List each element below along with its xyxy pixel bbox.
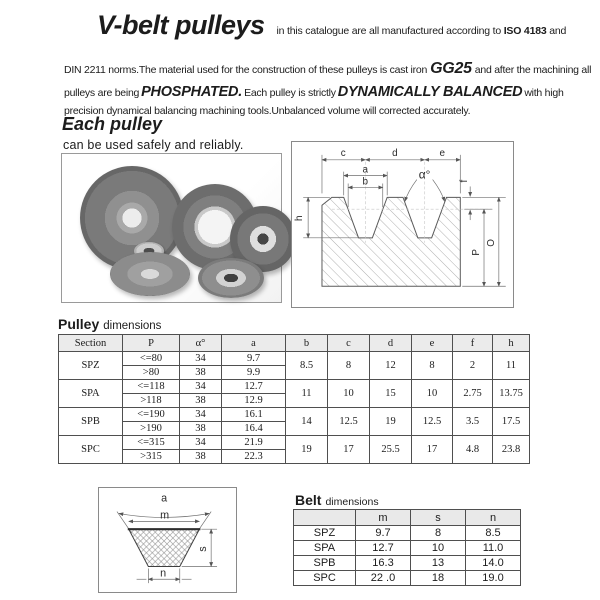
cell: 10 — [411, 541, 466, 556]
intro-post: and — [546, 25, 567, 37]
phosphated-text: PHOSPHATED. — [141, 84, 243, 100]
label-d: d — [392, 147, 398, 159]
section-spb: SPB — [59, 408, 123, 436]
col-d: d — [370, 335, 412, 352]
pulley-dimensions-title — [58, 316, 161, 332]
cell: 3.5 — [453, 408, 493, 436]
label-alpha: α° — [418, 167, 431, 182]
label-a: a — [362, 164, 368, 176]
para2-mid: Each pulley is strictly — [244, 87, 336, 99]
cell: 17 — [412, 436, 453, 464]
header — [97, 10, 566, 41]
col-section: Section — [59, 335, 123, 352]
cell: SPC — [294, 571, 356, 586]
section-spa: SPA — [59, 380, 123, 408]
cell: 12 — [370, 352, 412, 380]
cell: 10 — [412, 380, 453, 408]
cell: SPB — [294, 556, 356, 571]
each-pulley-subheading: can be used safely and reliably. — [63, 138, 244, 152]
label-e: e — [439, 147, 446, 159]
cell: 8.5 — [286, 352, 328, 380]
cell: 14.0 — [466, 556, 521, 571]
cell: 8.5 — [466, 526, 521, 541]
label-belt-a: a — [161, 492, 168, 505]
cell: 12.7 — [356, 541, 411, 556]
cell: >190 — [123, 422, 180, 436]
col-h: h — [493, 335, 530, 352]
cell: SPZ — [294, 526, 356, 541]
cell: 19.0 — [466, 571, 521, 586]
paragraph-line-3: precision dynamical balancing machining tools.Unbalanced volume will corrected accurately. — [64, 105, 471, 117]
table-row — [59, 436, 530, 450]
cell: 9.7 — [222, 352, 286, 366]
col-a: a — [222, 335, 286, 352]
para2-pre: pulleys are being — [64, 87, 140, 99]
cell: 34 — [180, 408, 222, 422]
cell: 22 .0 — [356, 571, 411, 586]
cell: 21.9 — [222, 436, 286, 450]
iso-standard: ISO 4183 — [503, 25, 547, 37]
cell: 11.0 — [466, 541, 521, 556]
pulley-profile — [322, 197, 460, 286]
cell: 38 — [180, 366, 222, 380]
cell: 8 — [412, 352, 453, 380]
col-P: P — [123, 335, 180, 352]
cell: 2.75 — [453, 380, 493, 408]
col-m: m — [356, 510, 411, 526]
cell: 8 — [328, 352, 370, 380]
cell: 23.8 — [493, 436, 530, 464]
belt-dimensions-title — [295, 492, 379, 508]
cell: 16.4 — [222, 422, 286, 436]
cell: 18 — [411, 571, 466, 586]
belt-cross-section — [129, 529, 200, 566]
cell: >315 — [123, 450, 180, 464]
groove-diagram — [292, 142, 513, 307]
cell: 9.7 — [356, 526, 411, 541]
belt-diagram-box — [98, 487, 237, 593]
cell: 15 — [370, 380, 412, 408]
cell: 38 — [180, 394, 222, 408]
pulley-photo-bottom-right — [198, 258, 264, 298]
paragraph-line-1 — [64, 60, 591, 78]
cell: 38 — [180, 422, 222, 436]
label-c: c — [340, 147, 346, 159]
label-belt-s: s — [197, 546, 210, 552]
belt-title-rest: dimensions — [325, 496, 379, 508]
cell: 19 — [370, 408, 412, 436]
col-b: b — [286, 335, 328, 352]
table-row — [59, 352, 530, 366]
cell: 11 — [286, 380, 328, 408]
cell: 34 — [180, 436, 222, 450]
cell: 19 — [286, 436, 328, 464]
cell: 12.7 — [222, 380, 286, 394]
table-row — [294, 526, 521, 541]
cell: 17.5 — [493, 408, 530, 436]
col-f: f — [453, 335, 493, 352]
col-s: s — [411, 510, 466, 526]
paragraph-line-2 — [64, 84, 564, 100]
pulley-title-bold: Pulley — [58, 316, 100, 332]
pulley-dimensions-table — [58, 334, 530, 464]
cell: 8 — [411, 526, 466, 541]
col-e: e — [412, 335, 453, 352]
cell: 25.5 — [370, 436, 412, 464]
cell: 17 — [328, 436, 370, 464]
cell: >80 — [123, 366, 180, 380]
col-c: c — [328, 335, 370, 352]
cell: 12.5 — [328, 408, 370, 436]
para2-post: with high — [524, 87, 564, 99]
section-spc: SPC — [59, 436, 123, 464]
cell: 12.9 — [222, 394, 286, 408]
balanced-text: DYNAMICALLY BALANCED — [337, 84, 523, 100]
cell: >118 — [123, 394, 180, 408]
belt-dimensions-table — [293, 509, 521, 586]
table-row — [294, 556, 521, 571]
para1-pre: DIN 2211 norms.The material used for the construction of these pulleys is cast iron — [64, 64, 428, 76]
col-blank — [294, 510, 356, 526]
belt-table-header-row — [294, 510, 521, 526]
belt-diagram — [99, 488, 236, 592]
cell: <=118 — [123, 380, 180, 394]
table-row — [294, 571, 521, 586]
cell: 16.3 — [356, 556, 411, 571]
cell: <=315 — [123, 436, 180, 450]
pulleys-photo — [61, 153, 282, 303]
label-h: h — [294, 215, 306, 222]
cell: 13 — [411, 556, 466, 571]
pulley-table-header-row — [59, 335, 530, 352]
cell: 9.9 — [222, 366, 286, 380]
para1-post: and after the machining all — [474, 64, 592, 76]
cell: 14 — [286, 408, 328, 436]
cell: 4.8 — [453, 436, 493, 464]
cell: 12.5 — [412, 408, 453, 436]
cell: 11 — [493, 352, 530, 380]
cell: 34 — [180, 352, 222, 366]
table-row — [59, 380, 530, 394]
table-row — [59, 408, 530, 422]
col-alpha: α° — [180, 335, 222, 352]
material-gg25: GG25 — [430, 60, 472, 77]
label-f: f — [459, 179, 471, 183]
label-belt-n: n — [160, 567, 167, 580]
alpha-arrow-right — [433, 180, 445, 202]
intro-pre: in this catalogue are all manufactured according to — [276, 25, 504, 37]
label-belt-m: m — [160, 509, 170, 522]
cell: 2 — [453, 352, 493, 380]
cell: <=190 — [123, 408, 180, 422]
cell: 38 — [180, 450, 222, 464]
cell: SPA — [294, 541, 356, 556]
section-spz: SPZ — [59, 352, 123, 380]
table-row — [294, 541, 521, 556]
cell: 34 — [180, 380, 222, 394]
belt-title-bold: Belt — [295, 492, 322, 508]
alpha-arrow-left — [405, 180, 417, 202]
cell: <=80 — [123, 352, 180, 366]
groove-diagram-box — [291, 141, 514, 308]
cell: 16.1 — [222, 408, 286, 422]
page-title: V-belt pulleys — [97, 10, 265, 40]
intro-text — [277, 25, 567, 37]
cell: 13.75 — [493, 380, 530, 408]
label-b: b — [362, 176, 368, 188]
label-O: O — [485, 239, 497, 247]
col-n: n — [466, 510, 521, 526]
cell: 10 — [328, 380, 370, 408]
pulley-photo-bottom-left — [110, 252, 190, 296]
cell: 22.3 — [222, 450, 286, 464]
label-P: P — [471, 249, 483, 256]
each-pulley-heading: Each pulley — [62, 114, 163, 134]
pulley-title-rest: dimensions — [103, 320, 162, 332]
